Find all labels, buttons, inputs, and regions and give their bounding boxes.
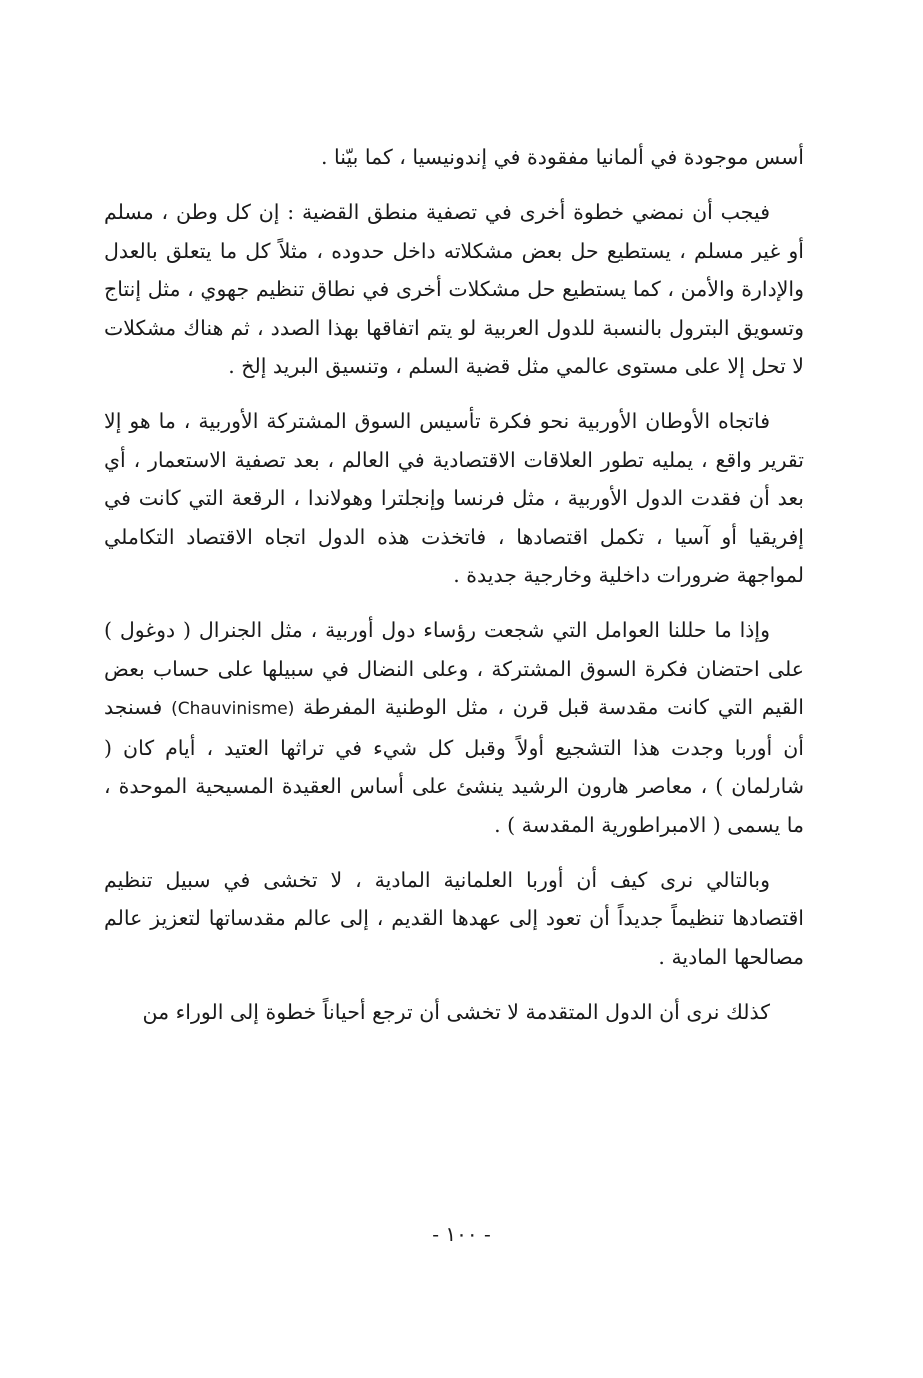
latin-term-chauvinisme: (Chauvinisme) [171, 699, 295, 720]
paragraph-6: كذلك نرى أن الدول المتقدمة لا تخشى أن ترجع أحياناً خطوة إلى الوراء من [142, 1000, 770, 1025]
paragraph-5: وبالتالي نرى كيف أن أوربا العلمانية المادية ، لا تخشى في سبيل تنظيم اقتصادها تنظيماً جديداً أن تعود إلى عهدها القديم ، إلى عالم مقدساتها لتعزيز عالم مصالحها المادية . [104, 867, 804, 969]
paragraph-1: أسس موجودة في ألمانيا مفقودة في إندونيسيا ، كما بيّنا . [321, 145, 804, 169]
paragraph-4-text-after: فسنجد أن أوربا وجدت هذا التشجيع أولاً وقبل كل شيء في تراثها العتيد ، أيام كان ( شارلمان ) ، معاصر هارون الرشيد ينشئ على أساس العقيدة المسيحية الموحدة ، ما يسمى ( الامبراطورية المقدسة ) . [104, 695, 804, 837]
document-page [104, 138, 804, 1049]
paragraph-4-text-before: وإذا ما حللنا العوامل التي شجعت رؤساء دول أوربية ، مثل الجنرال ( دوغول ) على احتضان فكرة السوق المشتركة ، وعلى النضال في سبيلها على حساب بعض القيم التي كانت مقدسة قبل قرن ، مثل الوطنية المفرطة [104, 618, 804, 720]
page-number: - ١٠٠ - [432, 1222, 491, 1246]
paragraph-4 [104, 611, 804, 843]
paragraph-3: فاتجاه الأوطان الأوربية نحو فكرة تأسيس السوق المشتركة الأوربية ، ما هو إلا تقرير واقع ، يمليه تطور العلاقات الاقتصادية في العالم ، بعد تصفية الاستعمار ، أي بعد أن فقدت الدول الأوربية ، مثل فرنسا وإنجلترا وهولاندا ، الرقعة التي كانت في إفريقيا أو آسيا ، تكمل اقتصادها ، فاتخذت هذه الدول اتجاه الاقتصاد التكاملي لمواجهة ضرورات داخلية وخارجية جديدة . [104, 409, 804, 588]
paragraph-2: فيجب أن نمضي خطوة أخرى في تصفية منطق القضية : إن كل وطن ، مسلم أو غير مسلم ، يستطيع حل بعض مشكلاته داخل حدوده ، مثلاً كل ما يتعلق بالعدل والإدارة والأمن ، كما يستطيع حل مشكلات أخرى في نطاق تنظيم جهوي ، مثل إنتاج وتسويق البترول بالنسبة للدول العربية لو يتم اتفاقها بهذا الصدد ، ثم هناك مشكلات لا تحل إلا على مستوى عالمي مثل قضية السلم ، وتنسيق البريد إلخ . [104, 200, 804, 379]
